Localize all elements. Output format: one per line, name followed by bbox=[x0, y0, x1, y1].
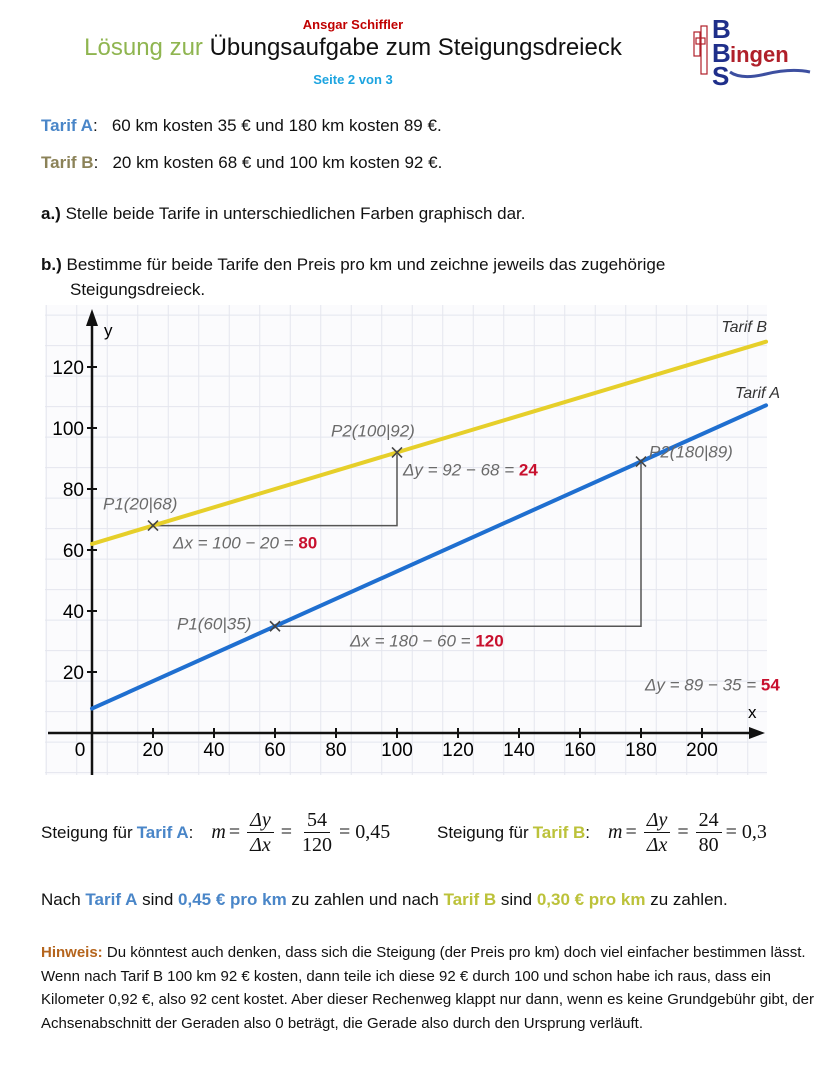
formula-b-m: m bbox=[608, 821, 623, 843]
delta-x-b bbox=[172, 534, 317, 553]
formula-a-dx: Δx bbox=[250, 834, 271, 856]
formula-a bbox=[211, 808, 390, 857]
x-tick-label: 0 bbox=[74, 740, 86, 761]
formula-b-num: 24 bbox=[696, 808, 722, 833]
conclusion bbox=[41, 890, 728, 910]
conclusion-text: sind bbox=[137, 890, 179, 909]
delta-x-a-result: 120 bbox=[475, 631, 504, 651]
line-label-tarif-a: Tarif A bbox=[734, 385, 780, 402]
steigung-a-label: Tarif A bbox=[136, 822, 189, 842]
formula-a-eq: = bbox=[228, 821, 241, 843]
steigung-a-colon: : bbox=[188, 822, 194, 842]
formula-a-result: = 0,45 bbox=[339, 821, 391, 843]
page-info: Seite 2 von 3 bbox=[313, 72, 393, 87]
conclusion-price-b: 0,30 € pro km bbox=[536, 890, 646, 909]
conclusion-text: Nach bbox=[41, 890, 86, 909]
x-tick-label: 60 bbox=[264, 740, 286, 761]
formula-b-value-fraction bbox=[696, 808, 722, 857]
formula-a-m: m bbox=[211, 821, 226, 843]
steigung-b-label: Tarif B bbox=[532, 822, 586, 842]
point-label-a2: P2(180|89) bbox=[649, 442, 733, 462]
delta-x-b-result: 80 bbox=[298, 533, 318, 553]
conclusion-text: zu zahlen und nach bbox=[286, 890, 444, 909]
x-tick-label: 40 bbox=[203, 740, 225, 761]
tarif-b-label: Tarif B bbox=[41, 153, 94, 172]
line-label-tarif-b: Tarif B bbox=[721, 319, 767, 336]
author-name: Ansgar Schiffler bbox=[302, 17, 404, 32]
conclusion-tarif-a: Tarif A bbox=[85, 890, 138, 909]
formula-b-delta-fraction bbox=[644, 808, 671, 857]
delta-y-b-result: 24 bbox=[518, 460, 538, 480]
hint-text: Du könntest auch denken, dass sich die Steigung (der Preis pro km) doch viel einfacher bestimmen lässt. Wenn nach Tarif B 100 km 92 € kosten, dann teile ich diese 92 € durch 100 und schon habe ich raus, dass ein Kilometer 0,92 €, also 92 cent kostet. Aber dieser Rechenweg klappt nur dann, wenn es keine Grundgebühr gibt, der Achsenabschnitt der Geraden also 0 beträgt, die Gerade also durch den Ursprung verläuft. bbox=[41, 944, 814, 1032]
title-prefix: Lösung zur bbox=[84, 34, 203, 61]
formula-a-delta-fraction bbox=[247, 808, 274, 857]
tarif-a-text: : 60 km kosten 35 € und 180 km kosten 89 €. bbox=[92, 116, 442, 135]
formula-b bbox=[608, 808, 767, 857]
formula-a-num: 54 bbox=[304, 808, 330, 833]
formula-a-den: 120 bbox=[302, 834, 333, 856]
y-tick-label: 120 bbox=[52, 358, 84, 379]
formula-b-dy: Δy bbox=[644, 808, 671, 833]
point-label-b2: P2(100|92) bbox=[331, 421, 415, 441]
formula-b-dx: Δx bbox=[646, 834, 668, 856]
y-tick-label: 20 bbox=[62, 663, 84, 684]
point-label-b1: P1(20|68) bbox=[103, 494, 178, 514]
conclusion-text: zu zahlen. bbox=[645, 890, 728, 909]
x-tick-label: 20 bbox=[142, 740, 164, 761]
hint-label: Hinweis: bbox=[41, 944, 103, 961]
formula-a-dy: Δy bbox=[247, 808, 274, 833]
delta-y-b bbox=[402, 460, 538, 479]
conclusion-text: sind bbox=[496, 890, 537, 909]
delta-y-a-result: 54 bbox=[760, 675, 780, 695]
formula-a-value-fraction bbox=[299, 808, 335, 857]
y-tick-label: 60 bbox=[62, 541, 84, 562]
y-tick-label: 40 bbox=[62, 602, 84, 623]
delta-x-a-expr: Δx = 180 − 60 = bbox=[350, 631, 476, 651]
x-tick-label: 140 bbox=[503, 740, 535, 761]
formula-b-eq: = bbox=[625, 821, 637, 843]
y-tick-label: 80 bbox=[62, 480, 84, 501]
steigung-a bbox=[41, 808, 390, 857]
conclusion-price-a: 0,45 € pro km bbox=[178, 890, 287, 909]
delta-y-a-expr: Δy = 89 − 35 = bbox=[645, 675, 761, 695]
task-b-label: b.) bbox=[41, 255, 62, 274]
logo-letter-b1: B bbox=[712, 14, 731, 44]
task-a-text: Stelle beide Tarife in unterschiedlichen Farben graphisch dar. bbox=[60, 204, 526, 223]
tarif-b-text: : 20 km kosten 68 € und 100 km kosten 92 €. bbox=[93, 153, 443, 172]
steigung-b-prefix: Steigung für bbox=[437, 822, 529, 842]
x-tick-label: 200 bbox=[686, 740, 718, 761]
delta-y-a bbox=[644, 675, 780, 694]
x-tick-label: 100 bbox=[381, 740, 413, 761]
delta-x-a bbox=[349, 631, 504, 650]
logo-letter-b2: B bbox=[712, 38, 731, 68]
task-b-text: Bestimme für beide Tarife den Preis pro km und zeichne jeweils das zugehörige bbox=[66, 255, 666, 274]
point-label-a1: P1(60|35) bbox=[177, 614, 252, 634]
tarif-a-label: Tarif A bbox=[41, 116, 93, 135]
x-tick-label: 180 bbox=[625, 740, 657, 761]
formula-a-eq2: = bbox=[280, 821, 293, 843]
formula-b-den: 80 bbox=[698, 834, 719, 856]
logo-letter-s: S bbox=[712, 61, 730, 86]
logo-bingen: ingen bbox=[730, 42, 789, 67]
x-tick-label: 160 bbox=[564, 740, 596, 761]
task-a-label: a.) bbox=[41, 204, 61, 223]
delta-x-b-expr: Δx = 100 − 20 = bbox=[173, 533, 299, 553]
conclusion-tarif-b: Tarif B bbox=[443, 890, 497, 909]
task-b-text-2: Steigungsdreieck. bbox=[70, 280, 206, 299]
x-tick-label: 120 bbox=[442, 740, 474, 761]
hint-paragraph bbox=[41, 941, 821, 1035]
steigung-b-colon: : bbox=[585, 822, 590, 842]
y-tick-label: 100 bbox=[52, 419, 84, 440]
x-axis-label: x bbox=[748, 703, 757, 722]
delta-y-b-expr: Δy = 92 − 68 = bbox=[403, 460, 519, 480]
y-axis-label: y bbox=[104, 321, 113, 340]
x-tick-label: 80 bbox=[325, 740, 347, 761]
steigung-a-prefix: Steigung für bbox=[41, 822, 133, 842]
steigung-b bbox=[437, 808, 767, 857]
formula-b-result: = 0,3 bbox=[725, 821, 767, 843]
title-main: Übungsaufgabe zum Steigungsdreieck bbox=[209, 34, 622, 61]
formula-b-eq2: = bbox=[677, 821, 689, 843]
